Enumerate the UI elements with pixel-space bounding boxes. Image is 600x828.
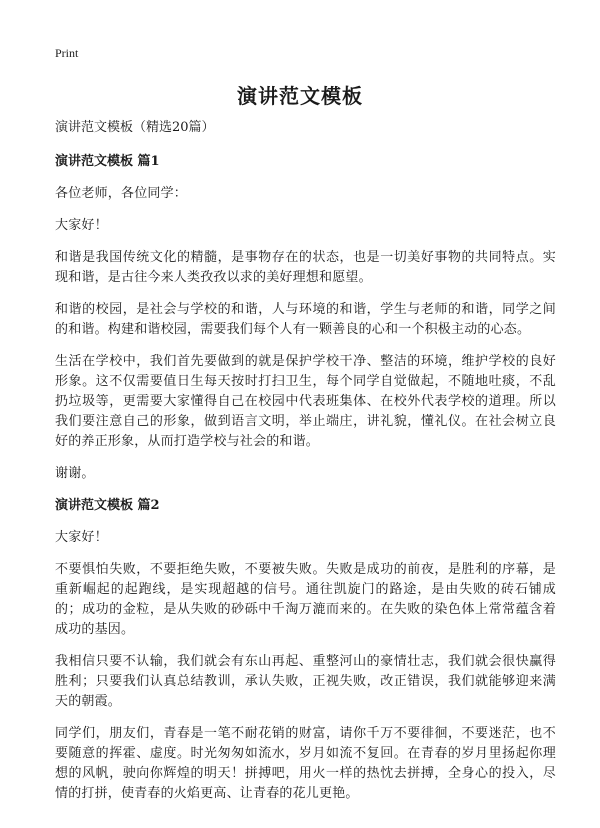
paragraph: 各位老师，各位同学： (55, 186, 188, 201)
paragraph: 大家好！ (55, 530, 108, 545)
document-subtitle: 演讲范文模板（精选20篇） (55, 120, 215, 135)
paragraph: 生活在学校中，我们首先要做到的就是保护学校干净、整洁的环境，维护学校的良好形象。这不仅需要值日生每天按时打扫卫生，每个同学自觉做起，不随地吐痰，不乱扔垃圾等，更需要大家懂得自己在校园中代表班集体、在校外代表学校的道理。所以我们要注意自己的形象，做到语言文明，举止端庄，讲礼貌，懂礼仪。在社会树立良好的养正形象，从而打造学校与社会的和谐。 (55, 354, 556, 449)
paragraph: 和谐的校园，是社会与学校的和谐，人与环境的和谐，学生与老师的和谐，同学之间的和谐。构建和谐校园，需要我们每个人有一颗善良的心和一个积极主动的心态。 (55, 302, 556, 337)
section-heading-1: 演讲范文模板 篇1 (55, 154, 160, 169)
section-heading-2: 演讲范文模板 篇2 (55, 498, 160, 513)
paragraph: 谢谢。 (55, 466, 95, 481)
paragraph: 大家好！ (55, 218, 108, 233)
paragraph: 同学们，朋友们，青春是一笔不耐花销的财富，请你千万不要徘徊，不要迷茫，也不要随意的挥霍、虚度。时光匆匆如流水，岁月如流不复回。在青春的岁月里扬起你理想的风帆，驶向你辉煌的明天！拼搏吧，用火一样的热忱去拼搏，全身心的投入，尽情的打拼，使青春的火焰更高、让青春的花儿更艳。 (55, 726, 556, 801)
paragraph: 不要惧怕失败，不要拒绝失败，不要被失败。失败是成功的前夜，是胜利的序幕，是重新崛起的起跑线，是实现超越的信号。通往凯旋门的路途，是由失败的砖石铺成的；成功的金粒，是从失败的砂砾中千淘万漉而来的。在失败的染色体上常常蕴含着成功的基因。 (55, 562, 556, 637)
paragraph: 我相信只要不认输，我们就会有东山再起、重整河山的豪情壮志，我们就会很快赢得胜利；只要我们认真总结教训，承认失败，正视失败，改正错误，我们就能够迎来满天的朝霞。 (55, 654, 556, 709)
document-title: 演讲范文模板 (237, 84, 363, 108)
print-link[interactable]: Print (55, 46, 79, 60)
paragraph: 和谐是我国传统文化的精髓，是事物存在的状态，也是一切美好事物的共同特点。实现和谐，是古往今来人类孜孜以求的美好理想和愿望。 (55, 250, 556, 285)
document-body (55, 118, 556, 816)
